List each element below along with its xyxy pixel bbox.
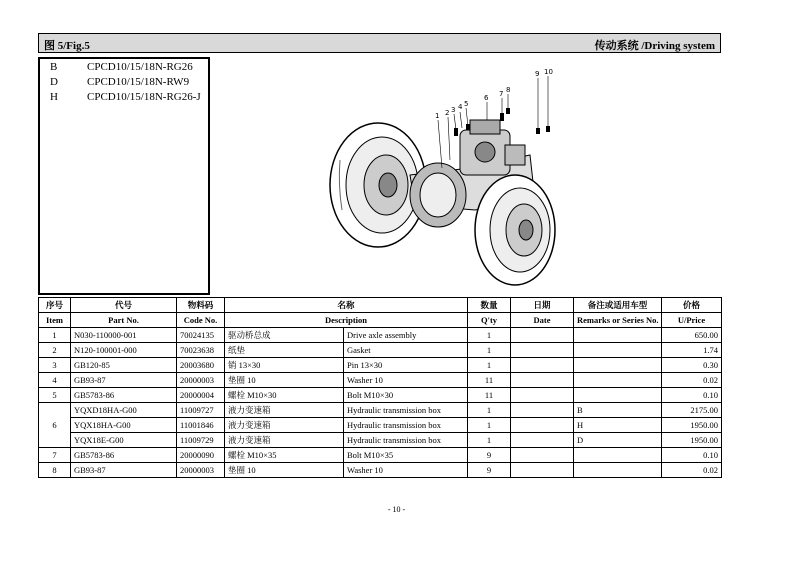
- callout-label: 1: [435, 112, 440, 120]
- col-header: Q'ty: [468, 313, 511, 328]
- date-cell: [511, 388, 574, 403]
- remarks-cell: [574, 358, 662, 373]
- table-row: [39, 433, 722, 448]
- desc-cn-cell: 驱动桥总成: [225, 328, 344, 343]
- desc-cn-cell: 液力变速箱: [225, 403, 344, 418]
- col-header: 备注或适用车型: [574, 298, 662, 313]
- model-name: CPCD10/15/18N-RG26: [87, 61, 193, 73]
- table-row: [39, 358, 722, 373]
- item-cell: 3: [39, 358, 71, 373]
- code-no-cell: 70024135: [177, 328, 225, 343]
- remarks-cell: H: [574, 418, 662, 433]
- parts-table: [38, 297, 722, 478]
- page-number: - 10 -: [387, 505, 406, 514]
- remarks-cell: [574, 463, 662, 478]
- model-name: CPCD10/15/18N-RG26-J: [87, 91, 201, 103]
- price-cell: 0.10: [662, 448, 722, 463]
- desc-en-cell: Bolt M10×30: [344, 388, 468, 403]
- desc-en-cell: Washer 10: [344, 463, 468, 478]
- table-row: [39, 388, 722, 403]
- col-header: 序号: [39, 298, 71, 313]
- code-no-cell: 11009729: [177, 433, 225, 448]
- price-cell: 0.02: [662, 463, 722, 478]
- part-no-cell: N030-110000-001: [71, 328, 177, 343]
- remarks-cell: [574, 373, 662, 388]
- col-header: 价格: [662, 298, 722, 313]
- price-cell: 2175.00: [662, 403, 722, 418]
- code-no-cell: 11001846: [177, 418, 225, 433]
- price-cell: 0.10: [662, 388, 722, 403]
- callout-label: 6: [484, 94, 489, 102]
- desc-cn-cell: 垫圈 10: [225, 373, 344, 388]
- callout-label: 5: [464, 100, 469, 108]
- qty-cell: 11: [468, 373, 511, 388]
- qty-cell: 9: [468, 463, 511, 478]
- model-row: [40, 60, 208, 75]
- figure-number: 图 5/Fig.5: [44, 40, 90, 52]
- header-row-en: [39, 313, 722, 328]
- callout-label: 10: [544, 68, 553, 76]
- model-row: [40, 90, 208, 105]
- table-row: [39, 463, 722, 478]
- part-no-cell: GB93-87: [71, 373, 177, 388]
- desc-cn-cell: 液力变速箱: [225, 418, 344, 433]
- date-cell: [511, 373, 574, 388]
- remarks-cell: [574, 448, 662, 463]
- item-cell: 1: [39, 328, 71, 343]
- date-cell: [511, 328, 574, 343]
- qty-cell: 11: [468, 388, 511, 403]
- price-cell: 0.02: [662, 373, 722, 388]
- model-code: B: [50, 61, 58, 73]
- page-header: [38, 33, 721, 53]
- price-cell: 1950.00: [662, 418, 722, 433]
- model-row: [40, 75, 208, 90]
- part-no-cell: GB93-87: [71, 463, 177, 478]
- table-row: [39, 448, 722, 463]
- part-no-cell: YQX18HA-G00: [71, 418, 177, 433]
- desc-cn-cell: 液力变速箱: [225, 433, 344, 448]
- callout-label: 7: [499, 90, 504, 98]
- desc-cn-cell: 螺栓 M10×35: [225, 448, 344, 463]
- date-cell: [511, 403, 574, 418]
- table-row: [39, 418, 722, 433]
- section-title: 传动系统 /Driving system: [594, 40, 715, 52]
- desc-en-cell: Hydraulic transmission box: [344, 433, 468, 448]
- table-row: [39, 403, 722, 418]
- callout-label: 3: [451, 106, 456, 114]
- model-list: [38, 57, 210, 295]
- item-cell: 8: [39, 463, 71, 478]
- col-header: Description: [225, 313, 468, 328]
- date-cell: [511, 343, 574, 358]
- code-no-cell: 20003680: [177, 358, 225, 373]
- callout-label: 9: [535, 70, 540, 78]
- price-cell: 0.30: [662, 358, 722, 373]
- right-wheel: [475, 175, 555, 285]
- desc-cn-cell: 纸垫: [225, 343, 344, 358]
- col-header: 名称: [225, 298, 468, 313]
- code-no-cell: 20000003: [177, 463, 225, 478]
- col-header: Item: [39, 313, 71, 328]
- model-code: D: [50, 76, 58, 88]
- col-header: Part No.: [71, 313, 177, 328]
- col-header: U/Price: [662, 313, 722, 328]
- remarks-cell: [574, 343, 662, 358]
- remarks-cell: [574, 388, 662, 403]
- code-no-cell: 20000090: [177, 448, 225, 463]
- code-no-cell: 70023638: [177, 343, 225, 358]
- item-cell: 5: [39, 388, 71, 403]
- remarks-cell: [574, 328, 662, 343]
- callout-label: 2: [445, 109, 450, 117]
- model-name: CPCD10/15/18N-RW9: [87, 76, 190, 88]
- qty-cell: 1: [468, 418, 511, 433]
- desc-en-cell: Pin 13×30: [344, 358, 468, 373]
- date-cell: [511, 463, 574, 478]
- code-no-cell: 20000004: [177, 388, 225, 403]
- price-cell: 1.74: [662, 343, 722, 358]
- desc-en-cell: Gasket: [344, 343, 468, 358]
- desc-cn-cell: 螺栓 M10×30: [225, 388, 344, 403]
- qty-cell: 1: [468, 403, 511, 418]
- table-row: [39, 328, 722, 343]
- col-header: 物料码: [177, 298, 225, 313]
- table-row: [39, 373, 722, 388]
- desc-en-cell: Hydraulic transmission box: [344, 418, 468, 433]
- qty-cell: 1: [468, 358, 511, 373]
- code-no-cell: 11009727: [177, 403, 225, 418]
- col-header: Remarks or Series No.: [574, 313, 662, 328]
- date-cell: [511, 448, 574, 463]
- remarks-cell: D: [574, 433, 662, 448]
- price-cell: 1950.00: [662, 433, 722, 448]
- date-cell: [511, 358, 574, 373]
- table-row: [39, 343, 722, 358]
- qty-cell: 1: [468, 328, 511, 343]
- callout-label: 8: [506, 86, 511, 94]
- desc-cn-cell: 销 13×30: [225, 358, 344, 373]
- col-header: 数量: [468, 298, 511, 313]
- drive-axle-illustration: [320, 60, 570, 290]
- item-cell: 6: [39, 403, 71, 448]
- part-no-cell: N120-100001-000: [71, 343, 177, 358]
- part-no-cell: YQXD18HA-G00: [71, 403, 177, 418]
- col-header: Code No.: [177, 313, 225, 328]
- part-no-cell: GB5783-86: [71, 388, 177, 403]
- part-no-cell: GB5783-86: [71, 448, 177, 463]
- qty-cell: 1: [468, 433, 511, 448]
- col-header: 代号: [71, 298, 177, 313]
- desc-en-cell: Drive axle assembly: [344, 328, 468, 343]
- desc-en-cell: Hydraulic transmission box: [344, 403, 468, 418]
- header-row-cn: [39, 298, 722, 313]
- desc-cn-cell: 垫圈 10: [225, 463, 344, 478]
- qty-cell: 1: [468, 343, 511, 358]
- qty-cell: 9: [468, 448, 511, 463]
- col-header: 日期: [511, 298, 574, 313]
- item-cell: 2: [39, 343, 71, 358]
- date-cell: [511, 433, 574, 448]
- part-no-cell: YQX18E-G00: [71, 433, 177, 448]
- item-cell: 7: [39, 448, 71, 463]
- price-cell: 650.00: [662, 328, 722, 343]
- remarks-cell: B: [574, 403, 662, 418]
- callout-label: 4: [458, 103, 463, 111]
- model-code: H: [50, 91, 58, 103]
- desc-en-cell: Washer 10: [344, 373, 468, 388]
- code-no-cell: 20000003: [177, 373, 225, 388]
- date-cell: [511, 418, 574, 433]
- col-header: Date: [511, 313, 574, 328]
- item-cell: 4: [39, 373, 71, 388]
- desc-en-cell: Bolt M10×35: [344, 448, 468, 463]
- part-no-cell: GB120-85: [71, 358, 177, 373]
